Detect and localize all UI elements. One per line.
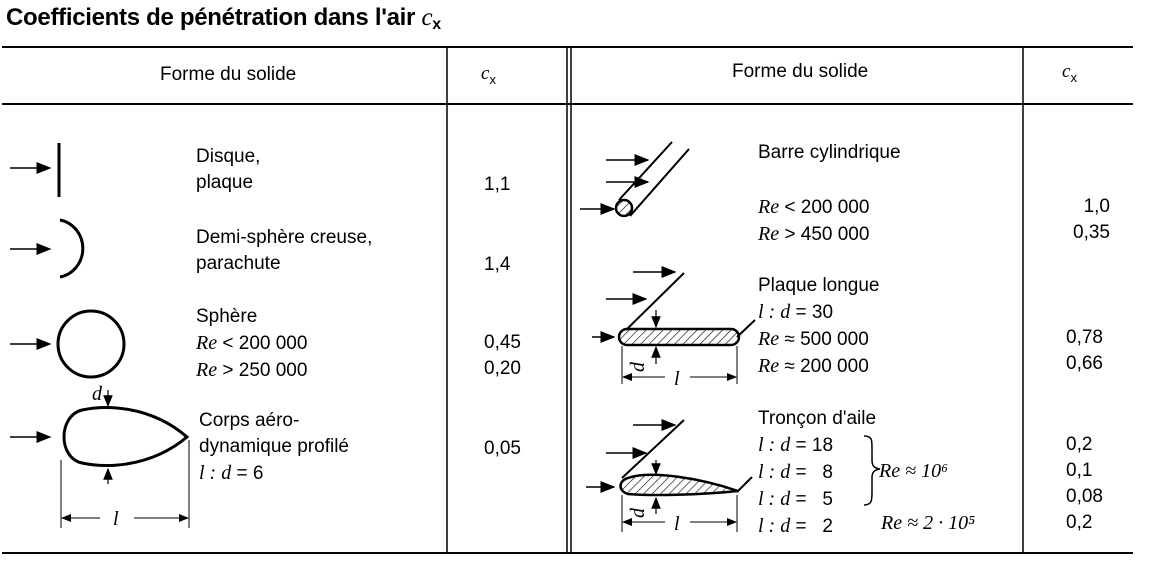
table-grid — [2, 47, 1133, 553]
plate-label-l: l — [674, 368, 680, 390]
wing-section-label: Tronçon d'aile l : d = 18 l : d = 8 l : d = 5 l : d = 2 — [758, 408, 877, 537]
cylinder-bar-cx-values: 1,0 0,35 — [1073, 196, 1110, 243]
disc-figure — [10, 143, 59, 197]
header-right-cx: $c_x$ — [1062, 61, 1077, 85]
half-sphere-label: Demi-sphère creuse, parachute — [196, 227, 373, 274]
diagram-label-d: d — [92, 383, 102, 405]
sphere-figure — [10, 311, 124, 377]
page-title: Coefficients de pénétration dans l'air $c_x$ — [6, 4, 441, 33]
streamlined-body-figure — [10, 390, 189, 528]
cylinder-bar-conditions: Re < 200 000 Re > 450 000 — [758, 196, 870, 245]
disc-label: Disque, plaque — [196, 146, 261, 193]
plate-label-d: d — [627, 362, 649, 372]
half-sphere-figure — [10, 220, 83, 277]
header-left-form: Forme du solide — [160, 64, 297, 85]
long-plate-cx-values: 0,78 0,66 — [1066, 327, 1103, 374]
sphere-label: Sphère Re < 200 000 Re > 250 000 — [196, 306, 308, 381]
half-sphere-cx-value: 1,4 — [484, 254, 511, 275]
header-right-form: Forme du solide — [732, 61, 869, 82]
wing-section-cx-values: 0,2 0,1 0,08 0,2 — [1066, 434, 1103, 533]
diagram-label-l: l — [113, 508, 119, 530]
cylinder-bar-figure — [580, 142, 689, 216]
sphere-cx-values: 0,45 0,20 — [484, 332, 521, 379]
streamlined-body-label: Corps aéro- dynamique profilé l : d = 6 — [199, 410, 349, 484]
wing-re-group: Re ≈ 10⁶ — [879, 460, 949, 482]
wing-label-l: l — [674, 513, 680, 535]
streamlined-body-cx-value: 0,05 — [484, 438, 521, 459]
disc-cx-value: 1,1 — [484, 174, 511, 195]
long-plate-label: Plaque longue l : d = 30 Re ≈ 500 000 Re ≈ 200 000 — [758, 275, 880, 377]
wing-label-d: d — [627, 508, 649, 518]
header-left-cx: $c_x$ — [481, 63, 496, 87]
cylinder-bar-label: Barre cylindrique — [758, 142, 901, 163]
wing-re-last: Re ≈ 2 · 10⁵ — [881, 512, 976, 534]
